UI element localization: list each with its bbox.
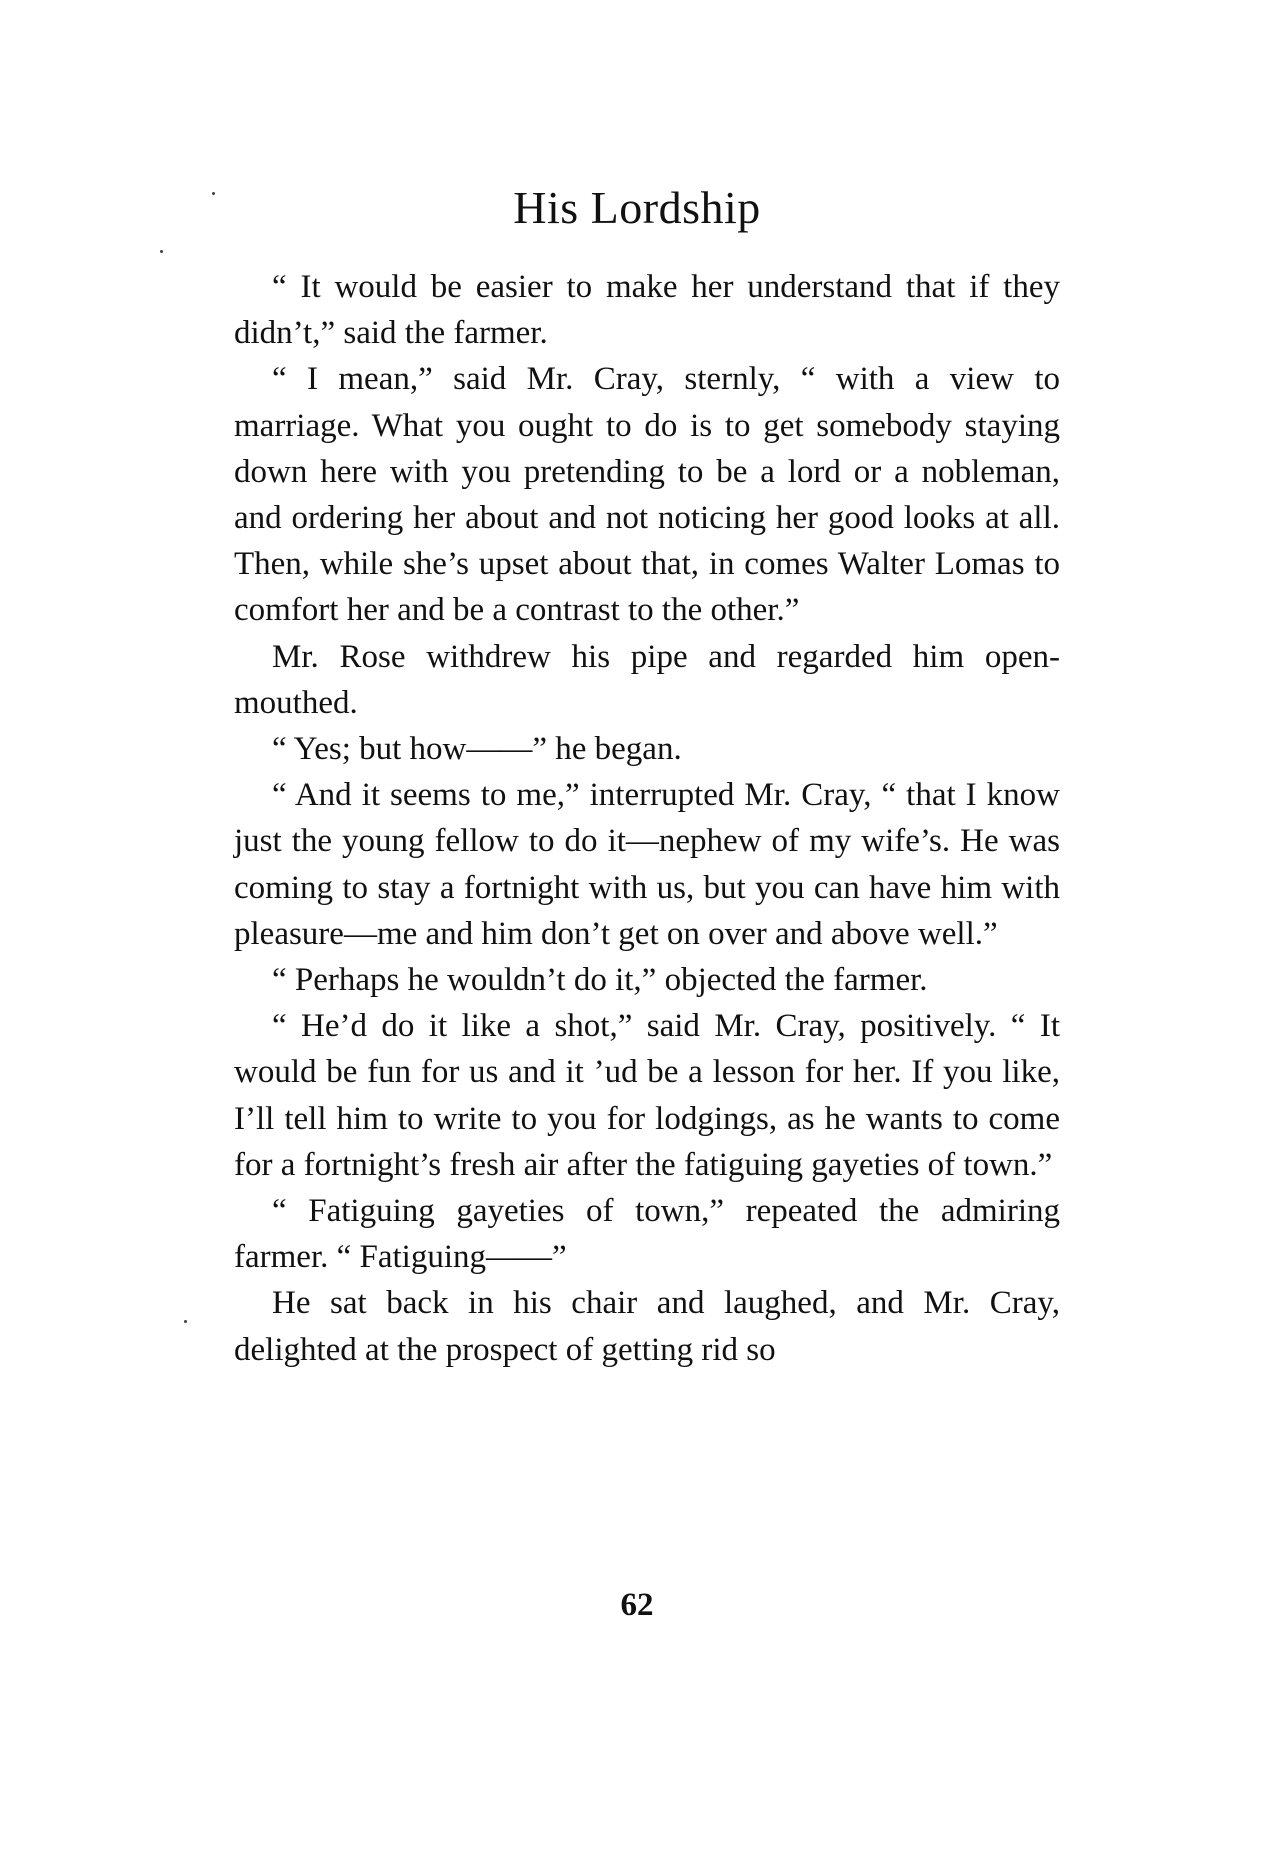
paragraph: “ I mean,” said Mr. Cray, sternly, “ with a view to marriage. What you ought to do is to get somebody staying down here with you pretending to be a lord or a nobleman, and ordering her about and not noticing her good looks at all. Then, while she’s upset about that, in comes Walter Lomas to comfort her and be a contrast to the other.” (234, 361, 1060, 629)
scan-speck (160, 250, 163, 253)
page-number: 62 (620, 1587, 654, 1623)
paragraph: “ It would be easier to make her understand that if they didn’t,” said the farmer. (234, 269, 1060, 352)
paragraph: “ Fatiguing gayeties of town,” repeated the admiring farmer. “ Fatiguing——” (234, 1193, 1060, 1276)
paragraph: “ Yes; but how——” he began. (272, 731, 682, 768)
paragraph: “ He’d do it like a shot,” said Mr. Cray, positively. “ It would be fun for us and it ’ud be a lesson for her. If you like, I’ll tell him to write to you for lodgings, as he wants to come for a fortnight’s fresh air after the fatiguing gayeties of town.” (234, 1008, 1060, 1183)
paragraph: He sat back in his chair and laughed, and Mr. Cray, delighted at the prospect of getting rid so (234, 1285, 1060, 1368)
paragraph: “ Perhaps he wouldn’t do it,” objected the farmer. (272, 962, 928, 999)
paragraph: “ And it seems to me,” interrupted Mr. Cray, “ that I know just the young fellow to do it—nephew of my wife’s. He was coming to stay a fortnight with us, but you can have him with pleasure—me and him don’t get on over and above well.” (234, 777, 1060, 952)
running-head: His Lordship (513, 182, 761, 233)
scan-speck (184, 1320, 187, 1323)
paragraph: Mr. Rose withdrew his pipe and regarded him open-mouthed. (234, 638, 1060, 721)
scan-speck (212, 192, 215, 195)
body-text (234, 264, 1060, 1373)
